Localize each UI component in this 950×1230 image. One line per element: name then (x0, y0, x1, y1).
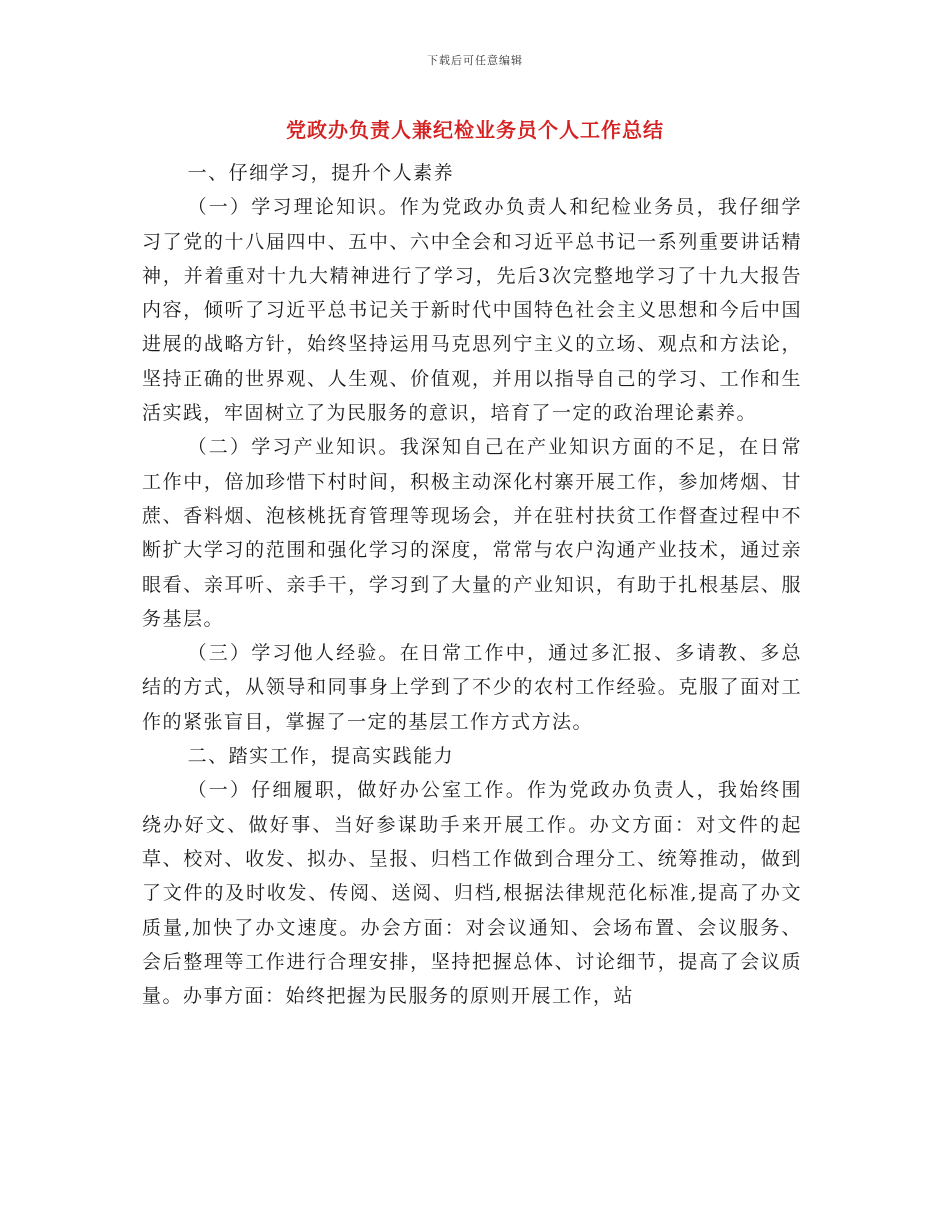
paragraph-theory-study: （一）学习理论知识。作为党政办负责人和纪检业务员，我仔细学习了党的十八届四中、五中、六中全会和习近平总书记一系列重要讲话精神，并着重对十九大精神进行了学习，先后3次完整地学习了十九大报告内容，倾听了习近平总书记关于新时代中国特色社会主义思想和今后中国进展的战略方针，始终坚持运用马克思列宁主义的立场、观点和方法论，坚持正确的世界观、人生观、价值观，并用以指导自己的学习、工作和生活实践，牢固树立了为民服务的意识，培育了一定的政治理论素养。 (142, 196, 802, 425)
section-heading-2: 二、踏实工作，提高实践能力 (187, 745, 455, 768)
paragraph-office-work: （一）仔细履职，做好办公室工作。作为党政办负责人，我始终围绕办好文、做好事、当好参谋助手来开展工作。办文方面：对文件的起草、校对、收发、拟办、呈报、归档工作做到合理分工、统筹推动，做到了文件的及时收发、传阅、送阅、归档,根据法律规范化标准,提高了办文质量,加快了办文速度。办会方面：对会议通知、会场布置、会议服务、会后整理等工作进行合理安排，坚持把握总体、讨论细节，提高了会议质量。办事方面：始终把握为民服务的原则开展工作，站 (142, 779, 802, 1008)
section-heading-1: 一、仔细学习，提升个人素养 (187, 162, 455, 184)
document-body (142, 156, 802, 1013)
paragraph-experience-study: （三）学习他人经验。在日常工作中，通过多汇报、多请教、多总结的方式，从领导和同事身上学到了不少的农村工作经验。克服了面对工作的紧张盲目，掌握了一定的基层工作方式方法。 (142, 642, 802, 733)
document-title: 党政办负责人兼纪检业务员个人工作总结 (286, 118, 664, 142)
header-note: 下载后可任意编辑 (427, 54, 523, 67)
paragraph-industry-study: （二）学习产业知识。我深知自己在产业知识方面的不足，在日常工作中，倍加珍惜下村时间，积极主动深化村寨开展工作，参加烤烟、甘蔗、香料烟、泡核桃抚育管理等现场会，并在驻村扶贫工作督查过程中不断扩大学习的范围和强化学习的深度，常常与农户沟通产业技术，通过亲眼看、亲耳听、亲手干，学习到了大量的产业知识，有助于扎根基层、服务基层。 (142, 436, 802, 630)
